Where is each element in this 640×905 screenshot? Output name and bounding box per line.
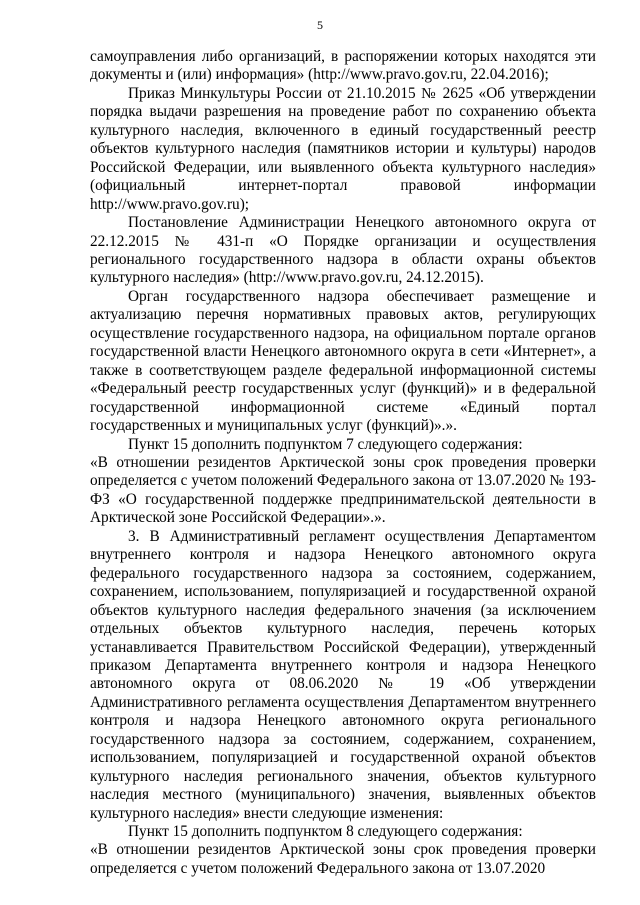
document-body [90, 48, 596, 878]
page-number: 5 [317, 18, 323, 32]
paragraph-item-15-subitem-7: Пункт 15 дополнить подпунктом 7 следующего содержания: [128, 435, 523, 453]
paragraph-resolution-administration: Постановление Администрации Ненецкого автономного округа от 22.12.2015 № 431-п «О Порядке организации и осуществления регионального государственного надзора в области охраны объектов культурного наследия» (http://www.pravo.gov.ru, 24.12.2015). [90, 214, 596, 287]
paragraph-arctic-zone-quote: «В отношении резидентов Арктической зоны срок проведения проверки определяется с учетом положений Федерального закона от 13.07.2020 № 193-ФЗ «О государственной поддержке предпринимательской деятельности в Арктической зоне Российской Федерации».». [90, 453, 596, 527]
paragraph-section-3: 3. В Административный регламент осуществления Департаментом внутреннего контроля и надзора Ненецкого автономного округа федерального государственного надзора за состоянием, содержанием, сохранением, использованием, популяризацией и государственной охраной объектов культурного наследия федерального значения (за исключением отдельных объектов культурного наследия, перечень которых устанавливается Правительством Российской Федерации), утвержденный приказом Департамента внутреннего контроля и надзора Ненецкого автономного округа от 08.06.2020 № 19 «Об утверждении Административного регламента осуществления Департаментом внутреннего контроля и надзора Ненецкого автономного округа регионального государственного надзора за состоянием, содержанием, сохранением, использованием, популяризацией и государственной охраной объектов культурного наследия регионального значения, объектов культурного наследия местного (муниципального) значения, выявленных объектов культурного наследия» внести следующие изменения: [90, 527, 596, 822]
paragraph-order-minculture: Приказ Минкультуры России от 21.10.2015 № 2625 «Об утверждении порядка выдачи разрешения на проведение работ по сохранению объекта культурного наследия, включенного в единый государственный реестр объектов культурного наследия (памятников истории и культуры) народов Российской Федерации, или выявленного объекта культурного наследия» (официальный интернет-портал правовой информации http://www.pravo.gov.ru); [90, 84, 596, 213]
paragraph-supervision-body: Орган государственного надзора обеспечивает размещение и актуализацию перечня нормативных правовых актов, регулирующих осуществление государственного надзора, на официальном портале органов государственной власти Ненецкого автономного округа в сети «Интернет», а также в соответствующем разделе федеральной информационной системы «Федеральный реестр государственных услуг (функций)» и в федеральной государственной информационной системе «Единый портал государственных и муниципальных услуг (функций)».». [90, 287, 596, 435]
paragraph-item-15-subitem-8: Пункт 15 дополнить подпунктом 8 следующего содержания: [128, 823, 523, 841]
paragraph-arctic-zone-quote-2: «В отношении резидентов Арктической зоны срок проведения проверки определяется с учетом положений Федерального закона от 13.07.2020 [90, 841, 596, 877]
paragraph-continuation: самоуправления либо организаций, в распоряжении которых находятся эти документы и (или) информация» (http://www.pravo.gov.ru, 22.04.2016); [90, 48, 596, 84]
